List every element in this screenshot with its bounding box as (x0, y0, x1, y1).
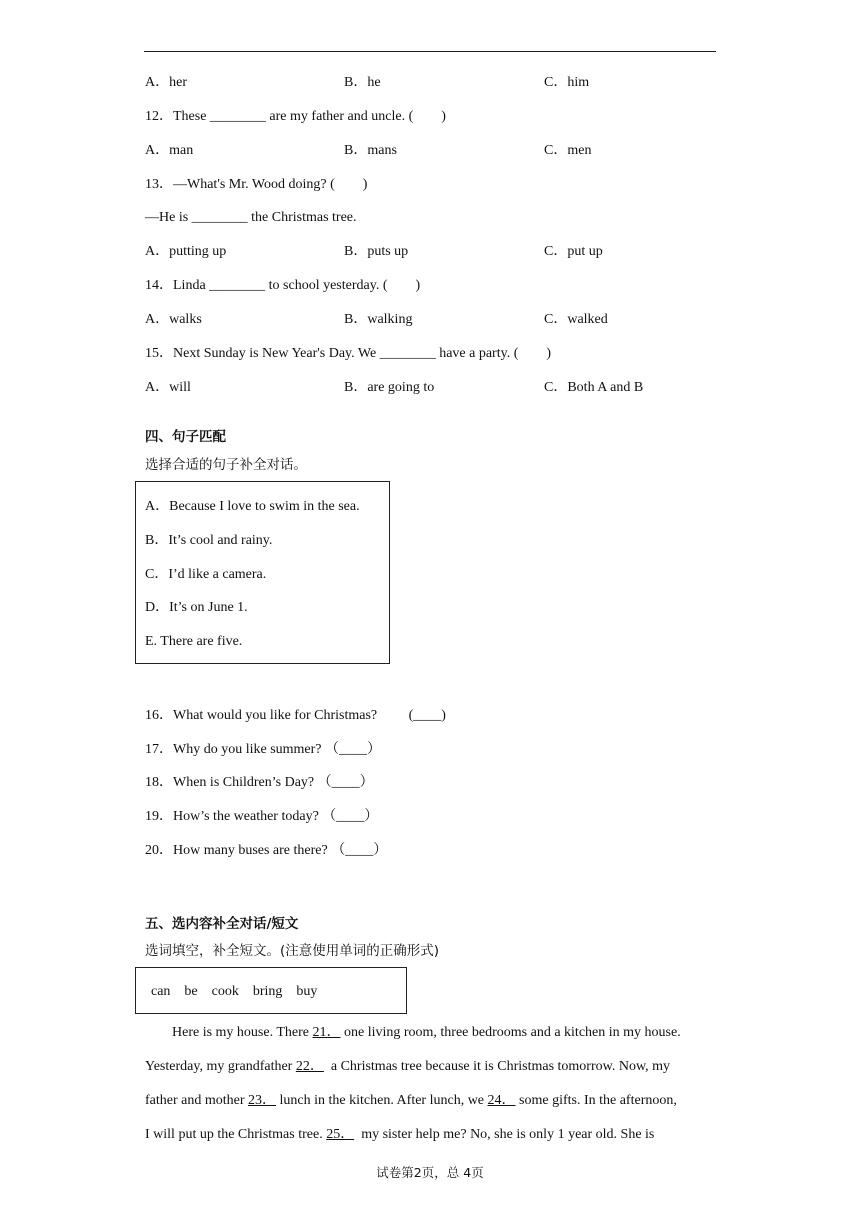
passage-text: father and mother (145, 1093, 249, 1108)
blank-22: 22． (295, 1059, 324, 1074)
footer-text: 页 (471, 1165, 484, 1180)
q14-option-b: B．walking (344, 312, 413, 327)
q18: 18．When is Children’s Day? （____） (145, 775, 374, 790)
q13-option-a: A．putting up (145, 244, 227, 259)
footer-text: 试卷第 (376, 1165, 414, 1180)
passage-line-1 (172, 1024, 681, 1042)
passage-line-2 (145, 1058, 670, 1076)
choice-c: C．I’d like a camera. (145, 567, 267, 582)
q11-option-c: C．him (544, 75, 590, 90)
footer-total-pages: 4 (463, 1165, 472, 1180)
q12-option-c: C．men (544, 143, 592, 158)
section-4-instruction: 选择合适的句子补全对话。 (145, 457, 307, 473)
blank-21: 21． (312, 1025, 341, 1040)
q12-stem: 12．These ________ are my father and uncle. ( ) (145, 109, 446, 124)
q13-option-b: B．puts up (344, 244, 409, 259)
q20: 20．How many buses are there? （____） (145, 843, 388, 858)
q11-option-a: A．her (145, 75, 187, 90)
q12-option-b: B．mans (344, 143, 397, 158)
blank-24: 24． (487, 1093, 516, 1108)
passage-text: Yesterday, my grandfather (145, 1059, 296, 1074)
blank-23: 23． (248, 1093, 277, 1108)
section-4-title: 四、句子匹配 (145, 429, 226, 445)
q11-option-b: B．he (344, 75, 381, 90)
choice-b: B．It’s cool and rainy. (145, 533, 273, 548)
passage-text: a Christmas tree because it is Christmas tomorrow. Now, my (323, 1059, 671, 1074)
q14-option-c: C．walked (544, 312, 608, 327)
word-bank-box (135, 967, 407, 1014)
q15-stem: 15．Next Sunday is New Year's Day. We ________ have a party. ( ) (145, 346, 552, 361)
q14-stem: 14．Linda ________ to school yesterday. ( ) (145, 278, 421, 293)
choice-a: A．Because I love to swim in the sea. (145, 499, 360, 514)
footer-page-number: 2 (413, 1165, 422, 1180)
q13-stem: 13．—What's Mr. Wood doing? ( ) (145, 177, 368, 192)
header-rule (144, 51, 716, 52)
word-bank: can be cook bring buy (151, 984, 318, 999)
passage-text: lunch in the kitchen. After lunch, we (276, 1093, 488, 1108)
q14-option-a: A．walks (145, 312, 202, 327)
q13-stem-2: —He is ________ the Christmas tree. (145, 210, 357, 225)
q19: 19．How’s the weather today? （____） (145, 809, 379, 824)
q15-option-b: B．are going to (344, 380, 435, 395)
q15-option-a: A．will (145, 380, 191, 395)
passage-text: I will put up the Christmas tree. (145, 1127, 327, 1142)
page-footer (0, 1163, 860, 1181)
footer-text: 页，总 (421, 1165, 464, 1180)
passage-line-4 (145, 1126, 654, 1144)
passage-text: my sister help me? No, she is only 1 year old. She is (354, 1127, 655, 1142)
passage-text: some gifts. In the afternoon, (515, 1093, 677, 1108)
section-5-title: 五、选内容补全对话/短文 (145, 916, 299, 932)
q13-option-c: C．put up (544, 244, 603, 259)
q12-option-a: A．man (145, 143, 194, 158)
choices-box (135, 481, 390, 664)
passage-text: one living room, three bedrooms and a kitchen in my house. (340, 1025, 681, 1040)
q16: 16．What would you like for Christmas? (____) (145, 708, 446, 723)
blank-25: 25． (326, 1127, 355, 1142)
choice-e: E. There are five. (145, 634, 243, 649)
q17: 17．Why do you like summer? （____） (145, 742, 382, 757)
section-5-instruction: 选词填空，补全短文。(注意使用单词的正确形式) (145, 943, 440, 959)
choice-d: D．It’s on June 1. (145, 600, 248, 615)
q15-option-c: C．Both A and B (544, 380, 644, 395)
passage-text: Here is my house. There (172, 1025, 313, 1040)
passage-line-3 (145, 1092, 677, 1110)
